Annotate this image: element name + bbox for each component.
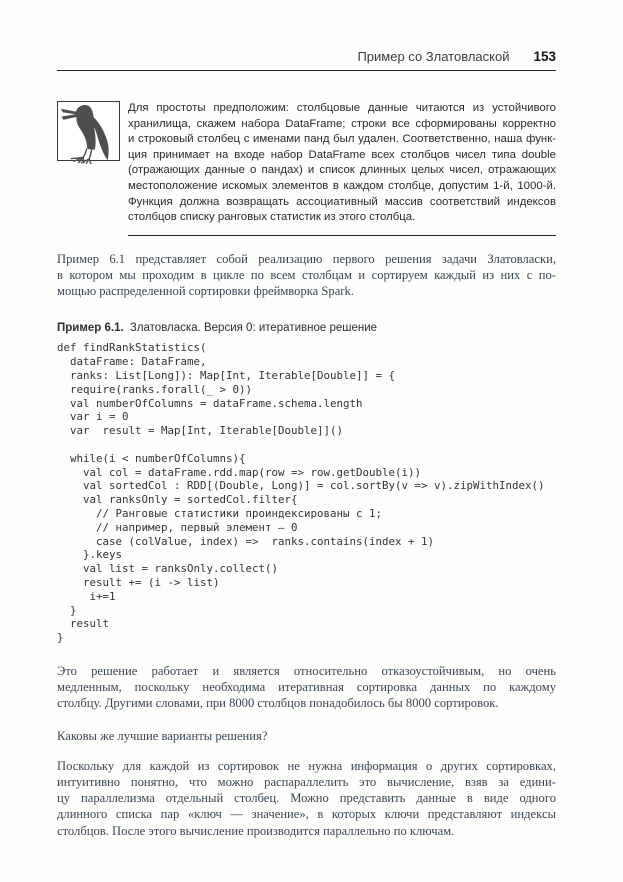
note-line: Для простоты предположим: столбцовые данные читаются из устойчивого — [128, 102, 556, 114]
code-line: require(ranks.forall(_ > 0)) — [57, 382, 253, 396]
note-line: (отражающих данные о пандах) и список длинных целых чисел, отражающих — [128, 164, 556, 177]
code-line: } — [57, 603, 77, 617]
paragraph-line: цу параллелизма отдельный столбец. Можно представить данные в виде одного — [57, 791, 556, 806]
code-line: i+=1 — [57, 589, 116, 603]
code-line — [57, 438, 556, 452]
code-line: def findRankStatistics( — [57, 341, 207, 355]
note-line: хранилища, скажем набора DataFrame; строки все сформированы корректно — [128, 117, 556, 130]
paragraph-closing — [57, 758, 556, 839]
code-line: var result = Map[Int, Iterable[Double]]() — [57, 424, 344, 438]
code-line: val list = ranksOnly.collect() — [57, 562, 279, 576]
note-line: Функция должна возвращать ассоциативный массив соответствий индексов — [128, 195, 556, 208]
paragraph-line: медленным, поскольку необходима итеративная сортировка данных по каждому — [57, 680, 556, 695]
code-line: result += (i -> list) — [57, 575, 220, 589]
paragraph-line: Поскольку для каждой из сортировок не нужна информация о других сортировках, — [57, 758, 556, 773]
paragraph-line: Это решение работает и является относительно отказоустойчивым, но очень — [57, 663, 556, 678]
paragraph-line: столбцу. Другими словами, при 8000 столбцов понадобилось бы 8000 сортировок. — [57, 696, 499, 711]
code-line: val sortedCol : RDD[(Double, Long)] = col.sortBy(v => v).zipWithIndex() — [57, 479, 545, 493]
code-line: case (colValue, index) => ranks.contains(index + 1) — [57, 534, 435, 548]
code-line: ranks: List[Long]): Map[Int, Iterable[Double]] = { — [57, 368, 396, 382]
listing-caption-text: Златовласка. Версия 0: итеративное решение — [129, 322, 378, 335]
code-line: // например, первый элемент — 0 — [57, 520, 298, 534]
code-line: var i = 0 — [57, 410, 129, 424]
code-listing — [57, 341, 556, 645]
code-line: val ranksOnly = sortedCol.filter{ — [57, 493, 298, 507]
page-number: 153 — [533, 49, 556, 64]
note-line: столбцов списку ранговых статистик из этого столбца. — [128, 211, 416, 224]
paragraph-after-code — [57, 663, 556, 712]
paragraph-line: Пример 6.1 представляет собой реализацию первого решения задачи Златовласки, — [57, 251, 556, 266]
paragraph-line: столбцов. После этого вычисление производится параллельно по ключам. — [57, 823, 455, 838]
paragraph-line: интуитивно понятно, что можно распараллелить это вычисление, взяв за едини- — [57, 774, 556, 789]
code-line: val numberOfColumns = dataFrame.schema.length — [57, 396, 363, 410]
listing-caption — [57, 322, 556, 334]
code-line: val col = dataFrame.rdd.map(row => row.getDouble(i)) — [57, 465, 422, 479]
note-line: местоположение искомых элементов в каждом столбце, допустим 1-й, 1000-й. — [128, 179, 556, 192]
note-line: ция принимает на входе набор DataFrame всех столбцов чисел типа double — [128, 148, 556, 161]
paragraph-intro — [57, 251, 556, 300]
paragraph-line: длинного списка пар «ключ — значение», в которых ключи представляют индексы — [57, 807, 556, 822]
code-line: result — [57, 617, 110, 631]
paragraph-line: в котором мы проходим в цикле по всем столбцам и сортируем каждый из них с по- — [57, 267, 556, 282]
note-admonition — [57, 101, 556, 236]
code-line: // Ранговые статистики проиндексированы с 1; — [57, 506, 383, 520]
paragraph-question — [57, 728, 556, 744]
code-line: dataFrame: DataFrame, — [57, 355, 207, 369]
paragraph-line: Каковы же лучшие варианты решения? — [57, 728, 268, 743]
note-text — [128, 101, 556, 236]
running-title: Пример со Златовлаской — [357, 49, 510, 64]
raven-icon — [57, 101, 120, 161]
page-header — [57, 49, 556, 71]
paragraph-line: мощью распределенной сортировки фреймворка Spark. — [57, 284, 354, 299]
code-line: }.keys — [57, 548, 123, 562]
note-line: и строковый столбец с именами панд был удален. Соответственно, наша функ- — [128, 133, 556, 146]
code-line: while(i < numberOfColumns){ — [57, 451, 246, 465]
code-line: } — [57, 631, 64, 645]
listing-label: Пример 6.1. — [57, 322, 124, 335]
